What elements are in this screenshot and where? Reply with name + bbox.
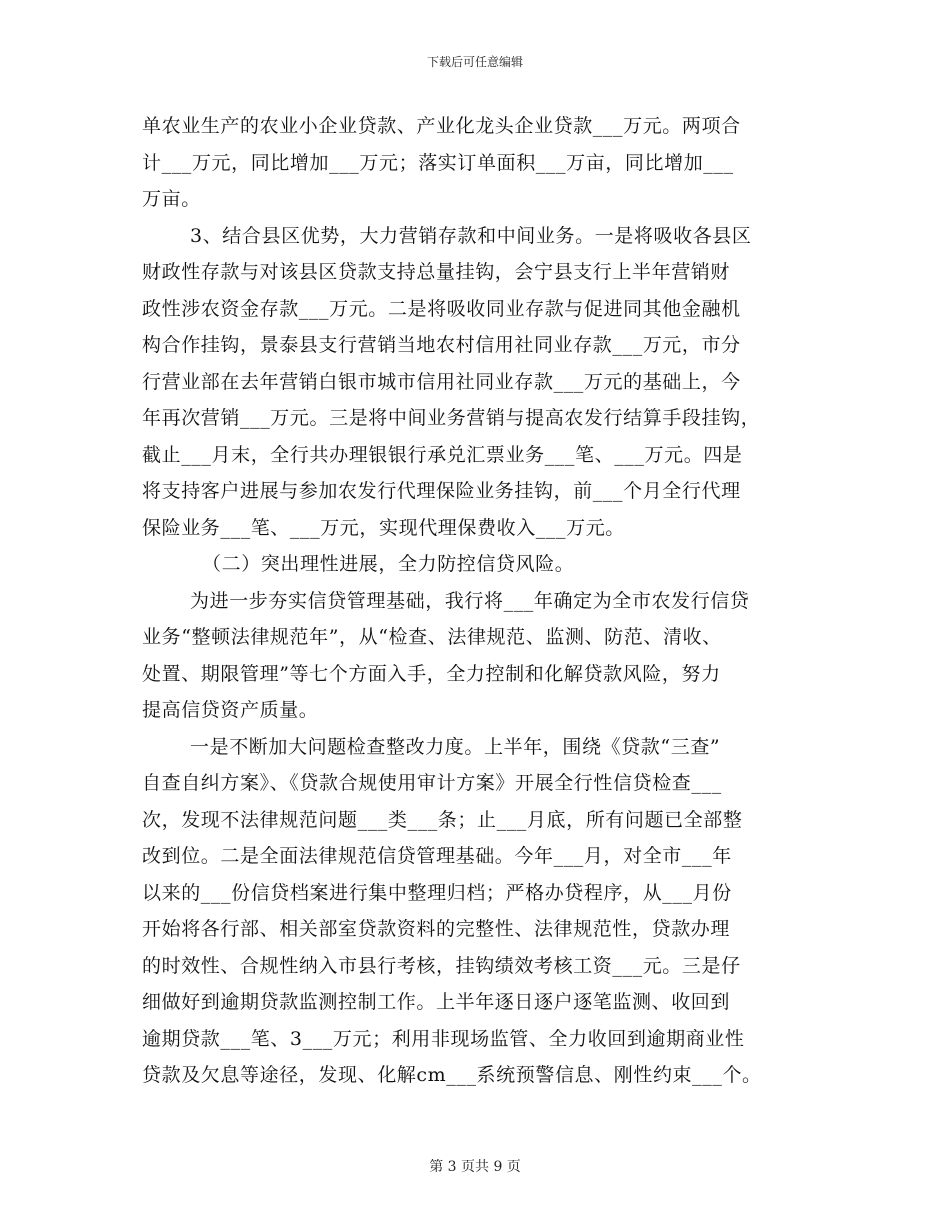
- page-footer: 第 3 页共 9 页: [429, 1159, 521, 1175]
- text-line: 逾期贷款___笔、3___万元；利用非现场监管、全力收回到逾期商业性: [142, 1027, 745, 1050]
- text-line: 细做好到逾期贷款监测控制工作。上半年逐日逐户逐笔监测、收回到: [142, 991, 731, 1013]
- text-line: 提高信贷资产质量。: [142, 699, 319, 721]
- text-line: 以来的___份信贷档案进行集中整理归档；严格办贷程序，从___月份: [142, 881, 732, 904]
- text-line: 政性涉农资金存款___万元。二是将吸收同业存款与促进同其他金融机: [142, 297, 741, 320]
- text-line: 财政性存款与对该县区贷款支持总量挂钩，会宁县支行上半年营销财: [142, 261, 731, 283]
- text-line: 计___万元，同比增加___万元；落实订单面积___万亩，同比增加___: [142, 151, 734, 174]
- text-line: （二）突出理性进展，全力防控信贷风险。: [202, 553, 575, 575]
- text-line: 单农业生产的农业小企业贷款、产业化龙头企业贷款___万元。两项合: [142, 115, 741, 137]
- text-line: 开始将各行部、相关部室贷款资料的完整性、法律规范性，贷款办理: [142, 918, 731, 940]
- text-line: 业务“整顿法律规范年”，从“检查、法律规范、监测、防范、清收、: [142, 626, 722, 648]
- text-line: 改到位。二是全面法律规范信贷管理基础。今年___月，对全市___年: [142, 845, 732, 867]
- text-line: 次，发现不法律规范问题___类___条；止___月底，所有问题已全部整: [142, 808, 743, 831]
- text-line: 一是不断加大问题检查整改力度。上半年，围绕《贷款“三查”: [190, 735, 721, 758]
- text-line: 行营业部在去年营销白银市城市信用社同业存款___万元的基础上，今: [142, 370, 741, 393]
- text-line: 自查自纠方案》、《贷款合规使用审计方案》开展全行性信贷检查___: [142, 772, 722, 794]
- text-line: 的时效性、合规性纳入市县行考核，挂钩绩效考核工资___元。三是仔: [142, 954, 741, 977]
- document-body: [142, 108, 822, 1094]
- text-line: 将支持客户进展与参加农发行代理保险业务挂钩，前___个月全行代理: [142, 480, 741, 502]
- text-line: 处置、期限管理”等七个方面入手，全力控制和化解贷款风险，努力: [142, 662, 721, 685]
- text-line: 万亩。: [142, 188, 201, 210]
- text-line: 构合作挂钩，景泰县支行营销当地农村信用社同业存款___万元，市分: [142, 334, 741, 356]
- text-line: 年再次营销___万元。三是将中间业务营销与提高农发行结算手段挂钩，: [142, 407, 761, 429]
- page-header: 下载后可任意编辑: [426, 55, 523, 69]
- text-line: 保险业务___笔、___万元，实现代理保费收入___万元。: [142, 516, 625, 539]
- text-line: 截止___月末，全行共办理银银行承兑汇票业务___笔、___万元。四是: [142, 443, 743, 466]
- text-line: 贷款及欠息等途径，发现、化解cm___系统预警信息、刚性约束___个。: [142, 1064, 762, 1086]
- text-line: 为进一步夯实信贷管理基础，我行将___年确定为全市农发行信贷: [190, 589, 750, 612]
- text-line: 3、结合县区优势，大力营销存款和中间业务。一是将吸收各县区: [190, 224, 752, 247]
